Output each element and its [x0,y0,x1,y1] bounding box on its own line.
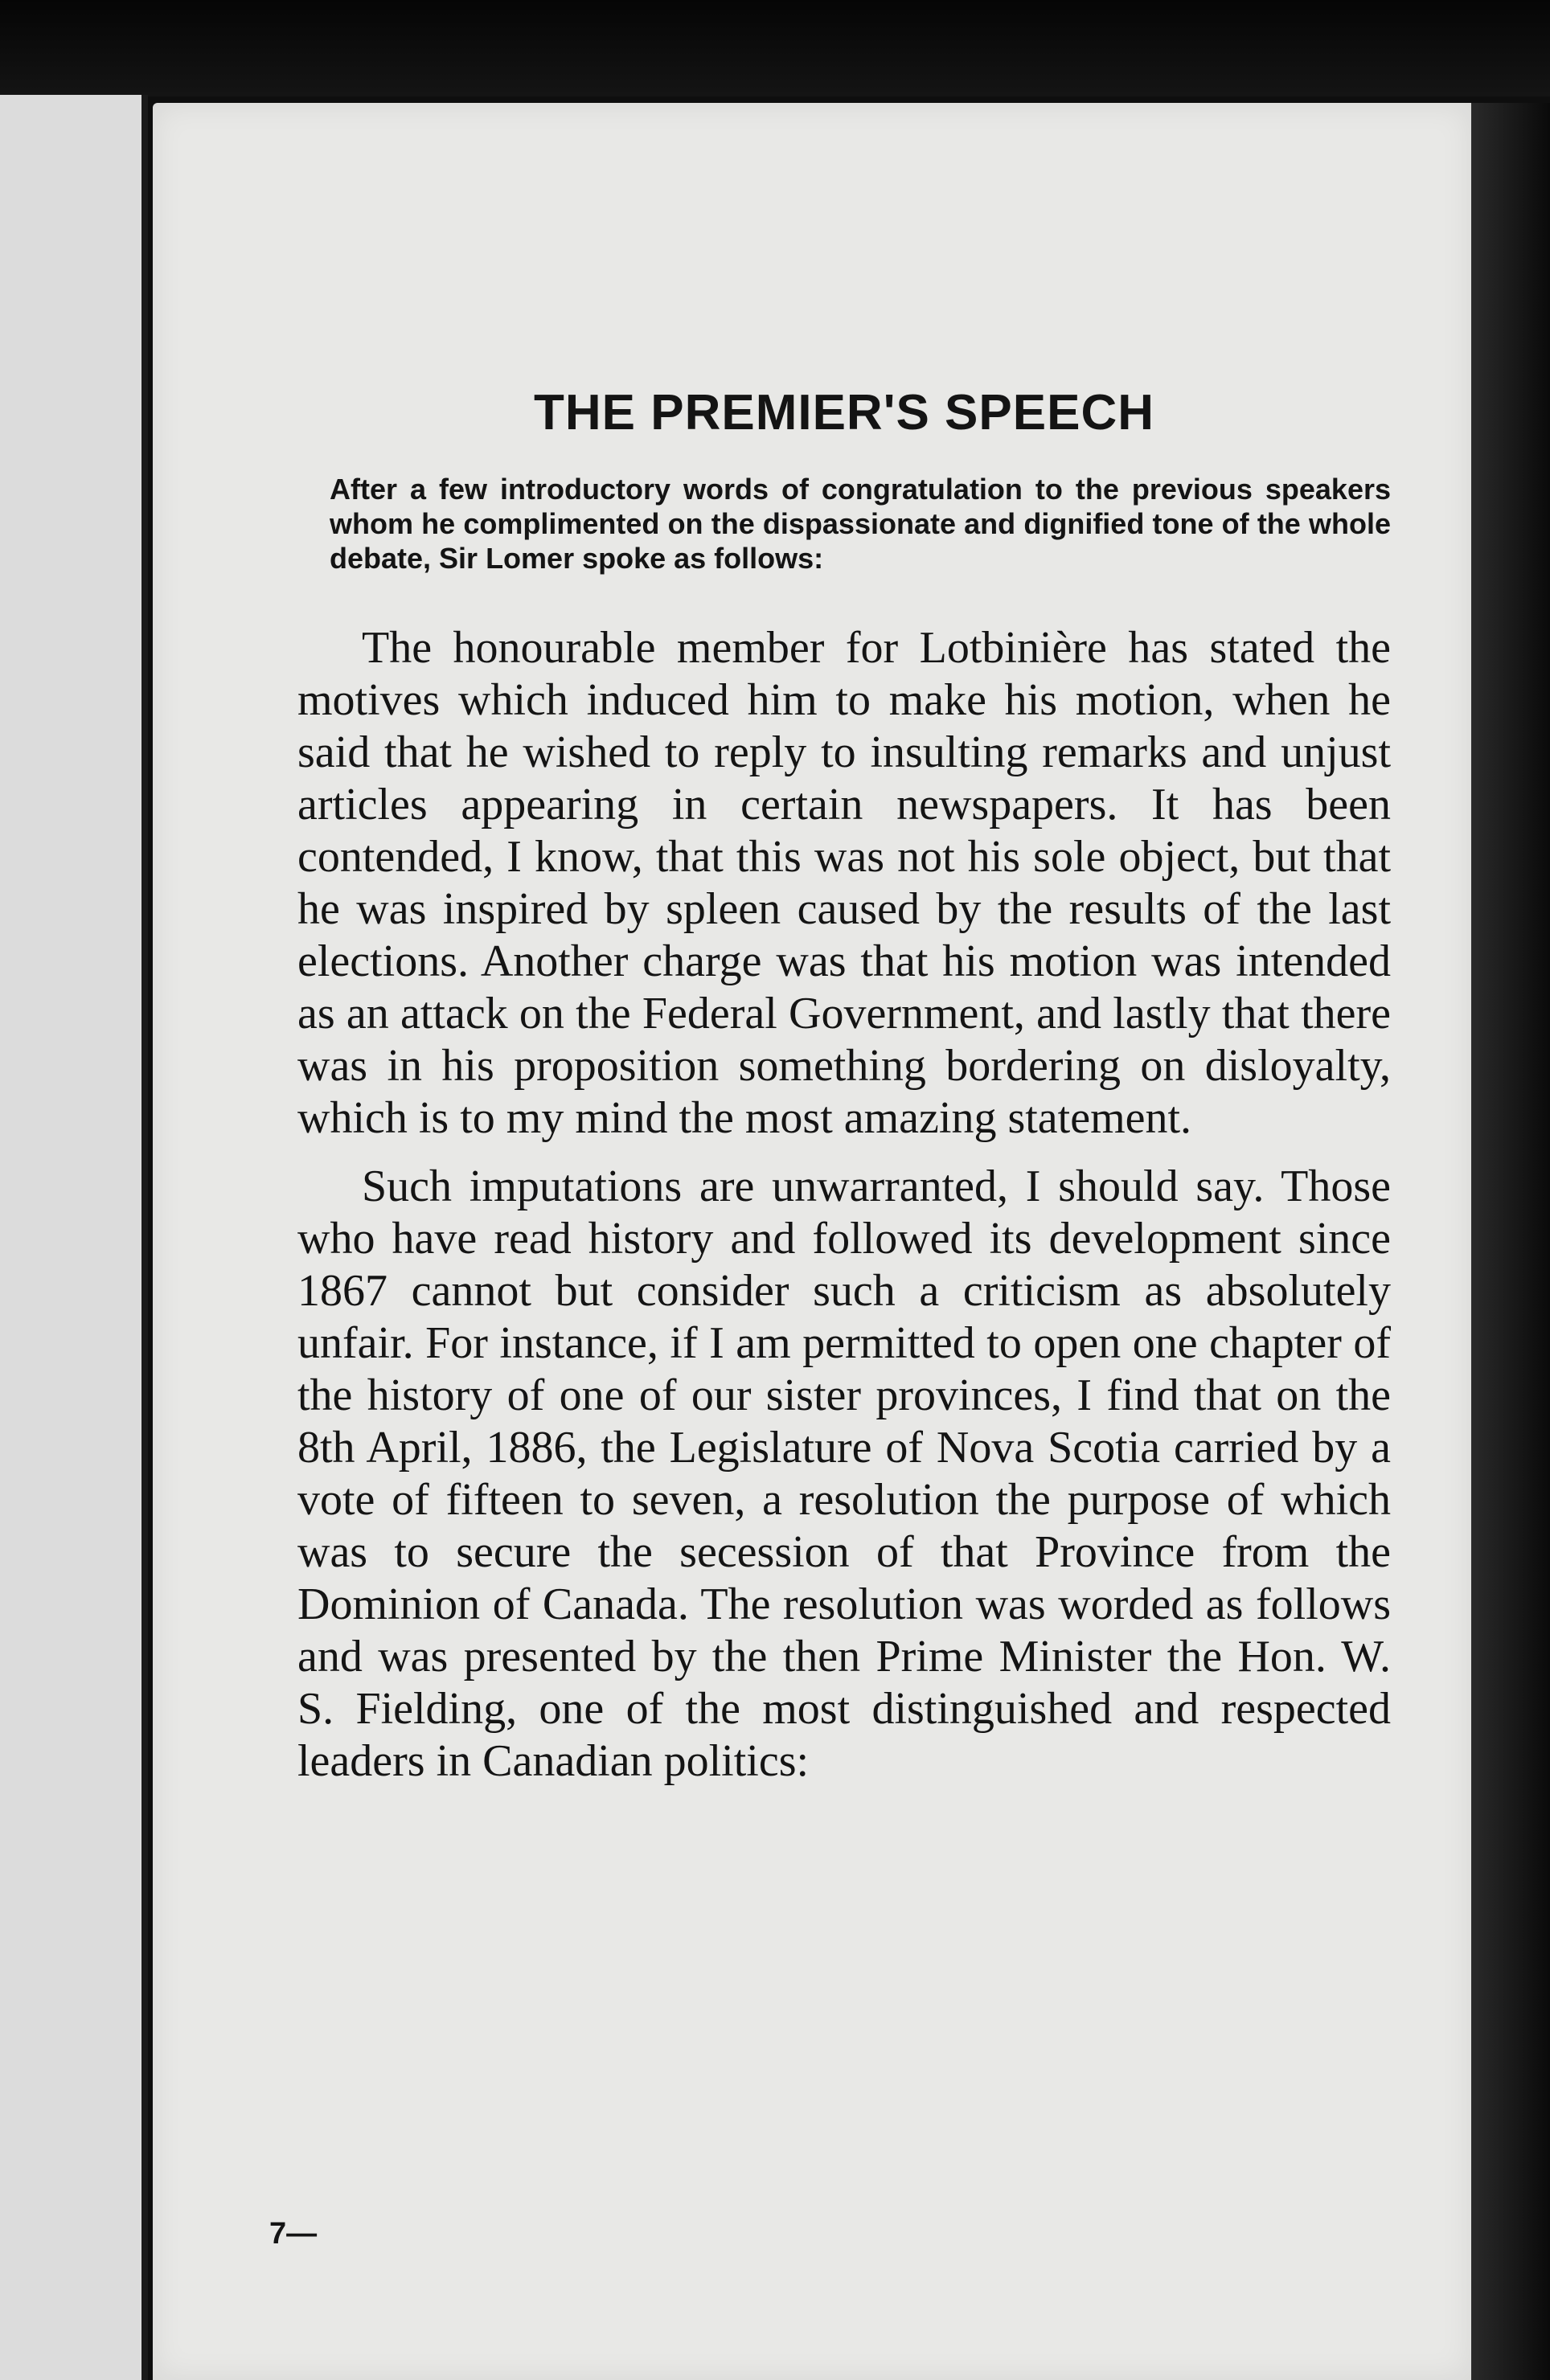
page-number: 7— [269,2217,318,2251]
book-page [153,103,1471,2380]
page-title: THE PREMIER'S SPEECH [534,385,1154,440]
body-paragraph-1: The honourable member for Lotbinière has stated the motives which induced him to make his motion, when he said that he wished to reply to insulting remarks and unjust articles appearing in certain newspapers. It has been contended, I know, that this was not his sole object, but that he was inspired by spleen caused by the results of the last elections. Another charge was that his motion was intended as an attack on the Federal Government, and lastly that there was in his proposition something bordering on disloyalty, which is to my mind the most amazing statement. [297,623,1391,1143]
page-content [297,384,1391,1788]
body-paragraph-2: Such imputations are unwarranted, I should say. Those who have read history and followed its development since 1867 cannot but consider such a criticism as absolutely unfair. For instance, if I am permitted to open one chapter of the history of one of our sister provinces, I find that on the 8th April, 1886, the Legislature of Nova Scotia carried by a vote of fifteen to seven, a resolution the purpose of which was to secure the secession of that Province from the Dominion of Canada. The resolution was worded as follows and was presented by the then Prime Minister the Hon. W. S. Fielding, one of the most distinguished and respected leaders in Canadian politics: [297,1161,1391,1786]
intro-paragraph: After a few introductory words of congratulation to the previous speakers whom he complimented on the dispassionate and dignified tone of the whole debate, Sir Lomer spoke as follows: [330,473,1391,575]
facing-page-edge [0,95,148,2380]
scan-right-edge [1471,103,1550,2380]
scan-background [0,0,1550,96]
